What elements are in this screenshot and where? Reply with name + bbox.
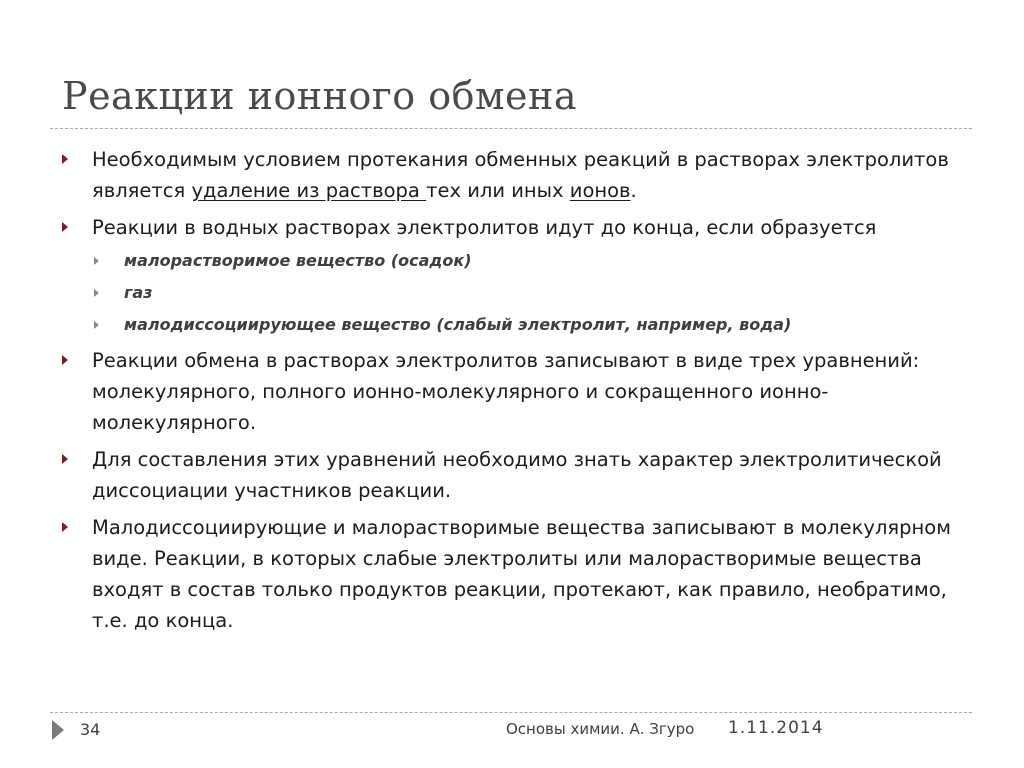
bullet-text: Реакции обмена в растворах электролитов записывают в виде трех уравнений: молекулярного, полного ионно-молекулярного и сокращенного ионно-молекулярного. [92, 349, 920, 434]
triangle-bullet-icon [62, 355, 68, 365]
bullet-item [62, 444, 962, 506]
footer-caption: Основы химии. А. Згуро [506, 720, 695, 738]
bullet-item [62, 144, 962, 206]
bullet-text: . [630, 179, 637, 202]
bullet-text: тех или иных [426, 179, 570, 202]
sub-bullet-item [62, 281, 962, 305]
bullet-text: Необходимым условием протекания обменных реакций в растворах электролитов является [92, 148, 949, 202]
bullet-text: Реакции в водных растворах электролитов идут до конца, если образуется [92, 216, 877, 239]
sub-bullet-text: малодиссоциирующее вещество (слабый электролит, например, вода) [124, 315, 792, 334]
triangle-sub-bullet-icon [94, 289, 99, 297]
title-divider [50, 128, 972, 129]
triangle-sub-bullet-icon [94, 321, 99, 329]
bullet-item [62, 512, 962, 636]
sub-bullet-item [62, 249, 962, 273]
triangle-sub-bullet-icon [94, 257, 99, 265]
sub-bullet-item [62, 313, 962, 337]
triangle-bullet-icon [62, 454, 68, 464]
slide-title: Реакции ионного обмена [62, 74, 578, 118]
bullet-item [62, 345, 962, 438]
bullet-item [62, 212, 962, 243]
triangle-bullet-icon [62, 522, 68, 532]
triangle-bullet-icon [62, 222, 68, 232]
footer-divider [50, 712, 972, 713]
slide-content [62, 144, 962, 642]
footer-date: 1.11.2014 [728, 718, 824, 738]
sub-bullet-text: газ [124, 283, 153, 302]
triangle-bullet-icon [62, 154, 68, 164]
sub-bullet-text: малорастворимое вещество (осадок) [124, 251, 472, 270]
underlined-text: удаление из раствора [191, 179, 427, 202]
underlined-text: ионов [569, 179, 631, 202]
bullet-text: Для составления этих уравнений необходимо знать характер электролитической диссоциации участников реакции. [92, 448, 942, 502]
bullet-text: Малодиссоциирующие и малорастворимые вещества записывают в молекулярном виде. Реакции, в которых слабые электролиты или малорастворимые вещества входят в состав только продуктов реакции, протекают, как правило, необратимо, т.е. до конца. [92, 516, 951, 632]
play-arrow-icon [52, 720, 64, 740]
page-number: 34 [80, 720, 101, 739]
